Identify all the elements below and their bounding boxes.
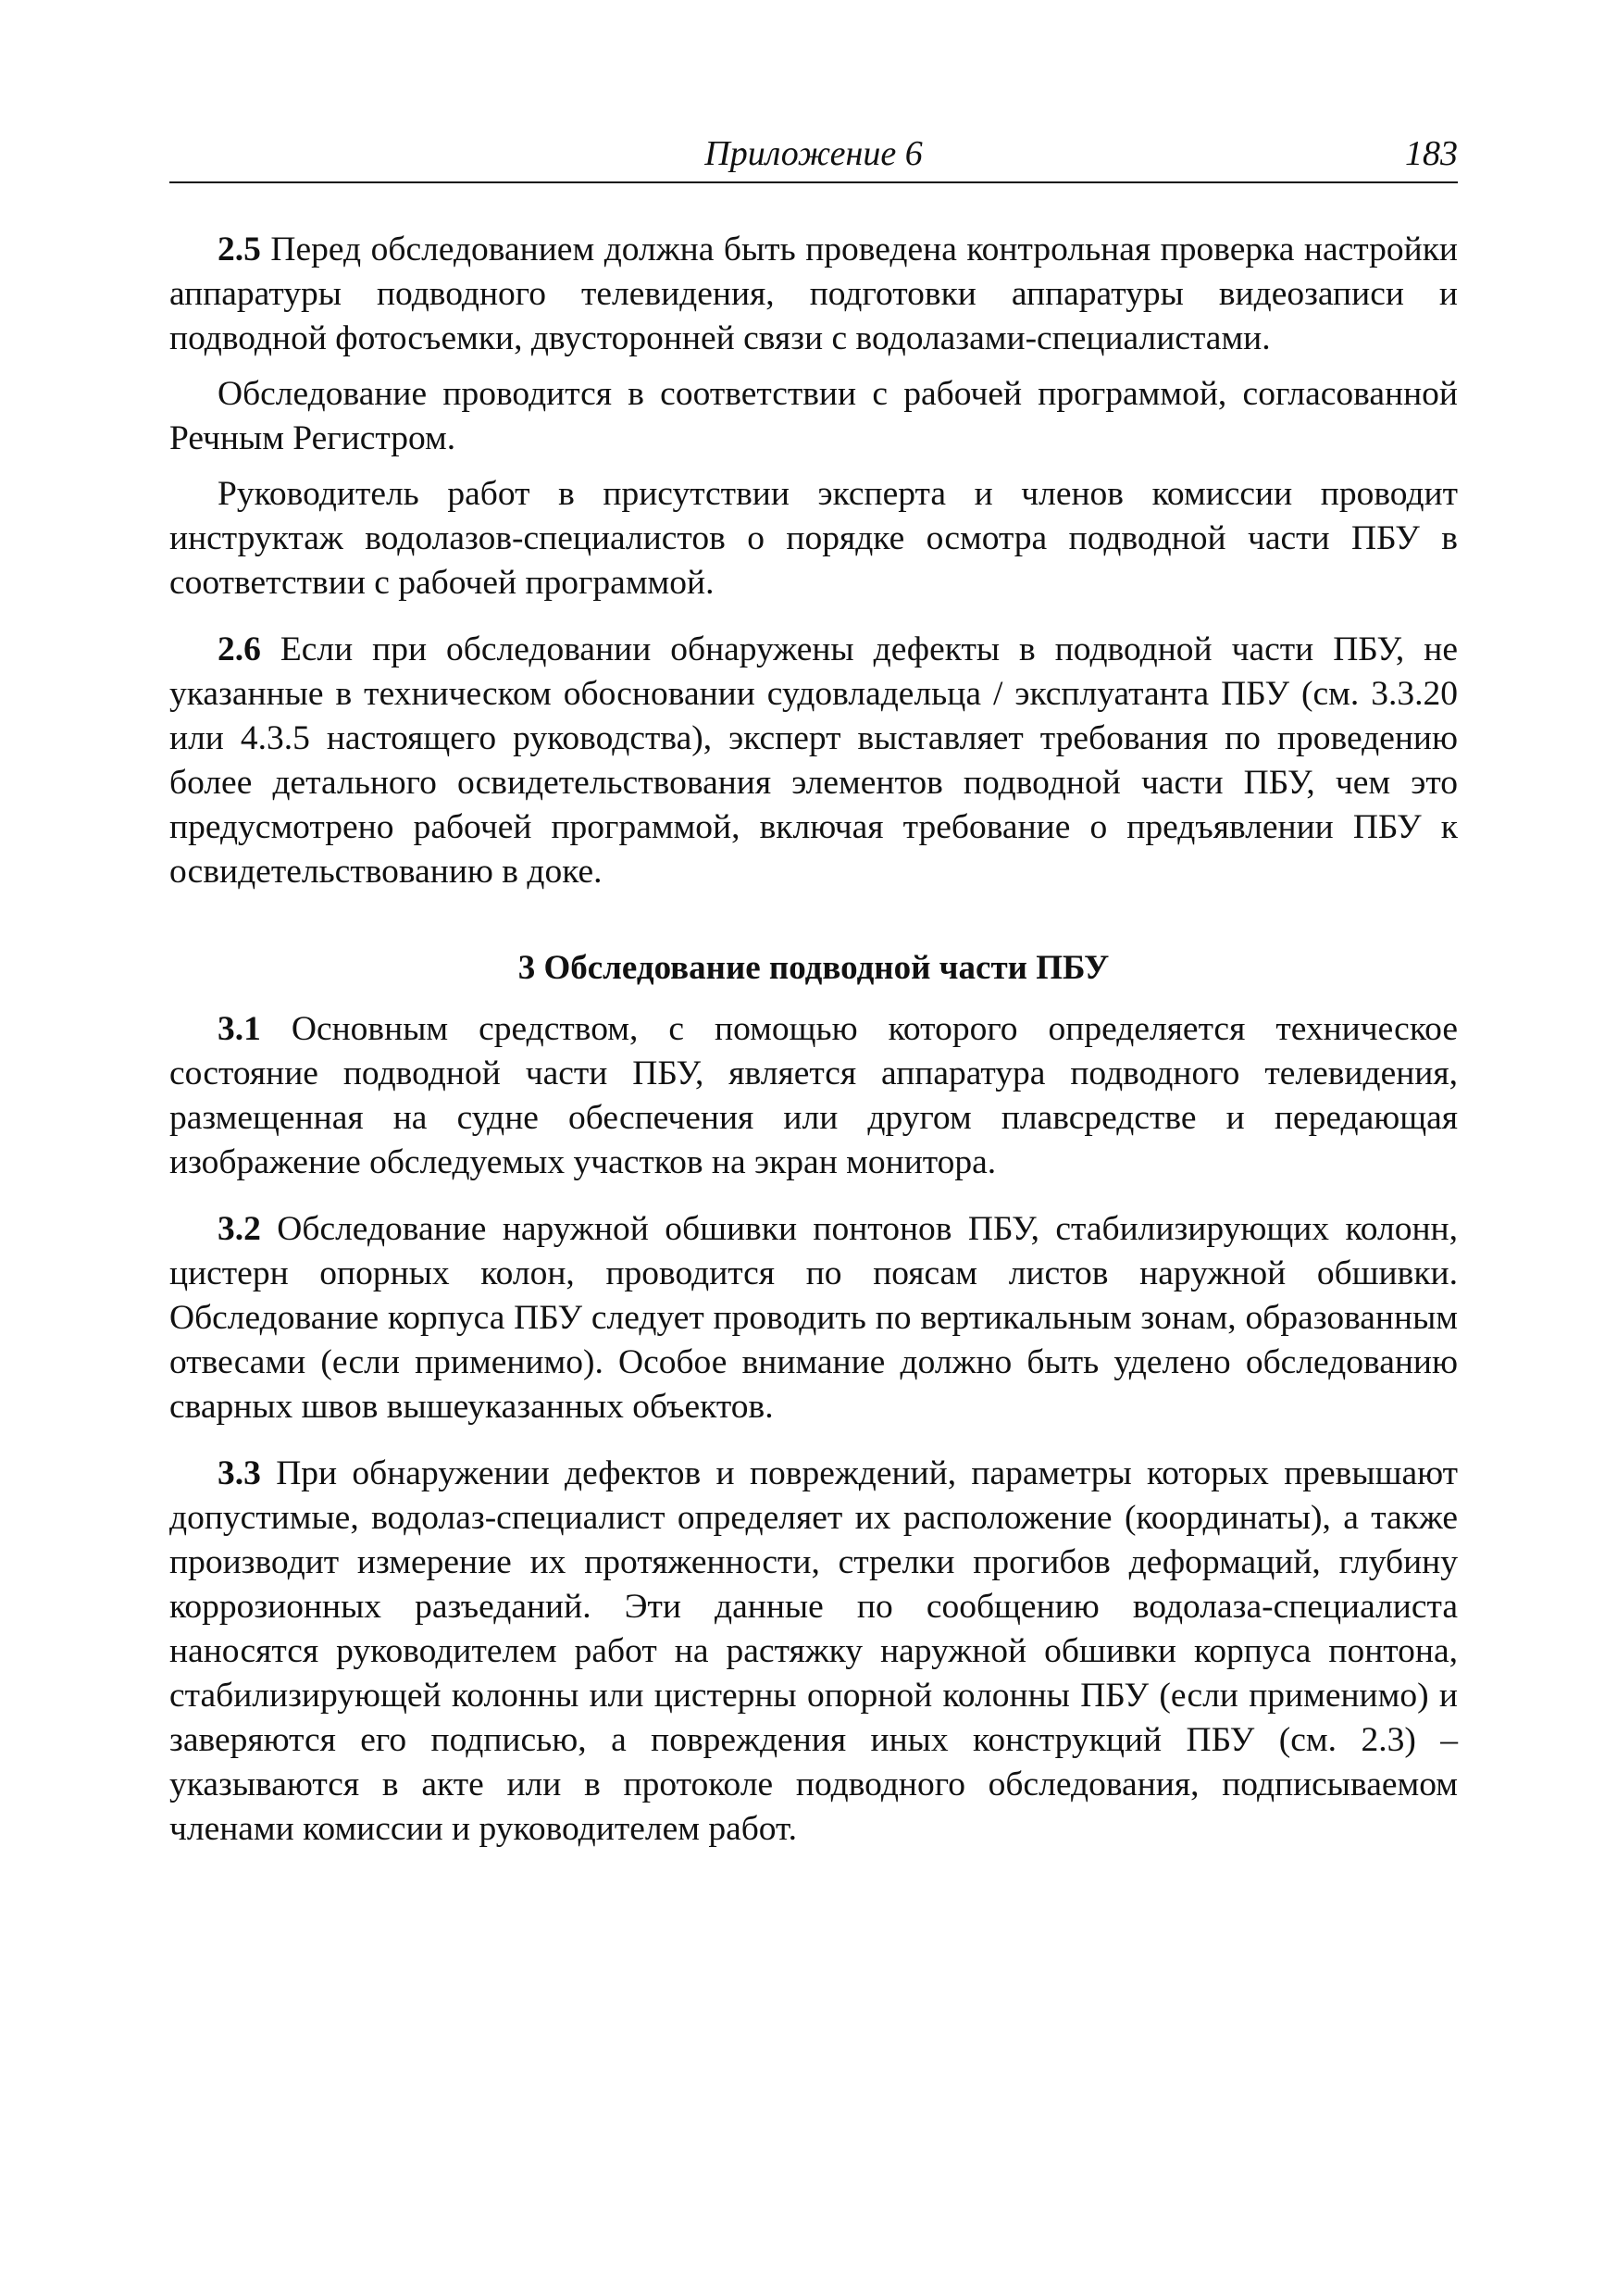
clause-number: 3.3 [218, 1454, 261, 1492]
paragraph-text: Перед обследованием должна быть проведена контрольная проверка настройки аппаратуры подводного телевидения, подготовки аппаратуры видеозаписи и подводной фотосъемки, двусторонней связи с водолазами-специалистами. [169, 231, 1458, 357]
paragraph-3-1 [169, 1007, 1458, 1185]
paragraph-text: Обследование наружной обшивки понтонов ПБУ, стабилизирующих колонн, цистерн опорных колон, проводится по поясам листов наружной обшивки. Обследование корпуса ПБУ следует проводить по вертикальным зонам, образованным отвесами (если применимо). Особое внимание должно быть уделено обследованию сварных швов вышеуказанных объектов. [169, 1210, 1458, 1426]
document-page [169, 0, 1458, 2296]
paragraph-3-3 [169, 1452, 1458, 1852]
paragraph-2-5-instruction: Руководитель работ в присутствии эксперта и членов комиссии проводит инструктаж водолазов-специалистов о порядке осмотра подводной части ПБУ в соответствии с рабочей программой. [169, 475, 1458, 602]
running-header [169, 130, 1458, 183]
clause-number: 3.2 [218, 1210, 261, 1248]
paragraph-text: Основным средством, с помощью которого определяется техническое состояние подводной части ПБУ, является аппаратура подводного телевидения, размещенная на судне обеспечения или другом плавсредстве и передающая изображение обследуемых участков на экран монитора. [169, 1010, 1458, 1181]
body-text [169, 228, 1458, 1852]
paragraph-3-2 [169, 1207, 1458, 1429]
paragraph-2-5-continued: Обследование проводится в соответствии с рабочей программой, согласованной Речным Регистром. [169, 375, 1458, 457]
running-title: Приложение 6 [704, 134, 923, 173]
clause-number: 3.1 [218, 1010, 261, 1048]
paragraph-text: При обнаружении дефектов и повреждений, параметры которых превышают допустимые, водолаз-специалист определяет их расположение (координаты), а также производит измерение их протяженности, стрелки прогибов деформаций, глубину коррозионных разъеданий. Эти данные по сообщению водолаза-специалиста наносятся руководителем работ на растяжку наружной обшивки корпуса понтона, стабилизирующей колонны или цистерны опорной колонны ПБУ (если применимо) и заверяются его подписью, а повреждения иных конструкций ПБУ (см. 2.3) – указываются в акте или в протоколе подводного обследования, подписываемом членами комиссии и руководителем работ. [169, 1454, 1458, 1848]
clause-number: 2.6 [218, 630, 261, 668]
paragraph-2-6 [169, 628, 1458, 894]
clause-number: 2.5 [218, 231, 261, 268]
section-heading: 3 Обследование подводной части ПБУ [517, 949, 1110, 987]
page-number: 183 [1405, 134, 1458, 173]
paragraph-2-5 [169, 228, 1458, 361]
paragraph-text: Если при обследовании обнаружены дефекты в подводной части ПБУ, не указанные в техническом обосновании судовладельца / эксплуатанта ПБУ (см. 3.3.20 или 4.3.5 настоящего руководства), эксперт выставляет требования по проведению более детального освидетельствования элементов подводной части ПБУ, чем это предусмотрено рабочей программой, включая требование о предъявлении ПБУ к освидетельствованию в доке. [169, 630, 1458, 891]
